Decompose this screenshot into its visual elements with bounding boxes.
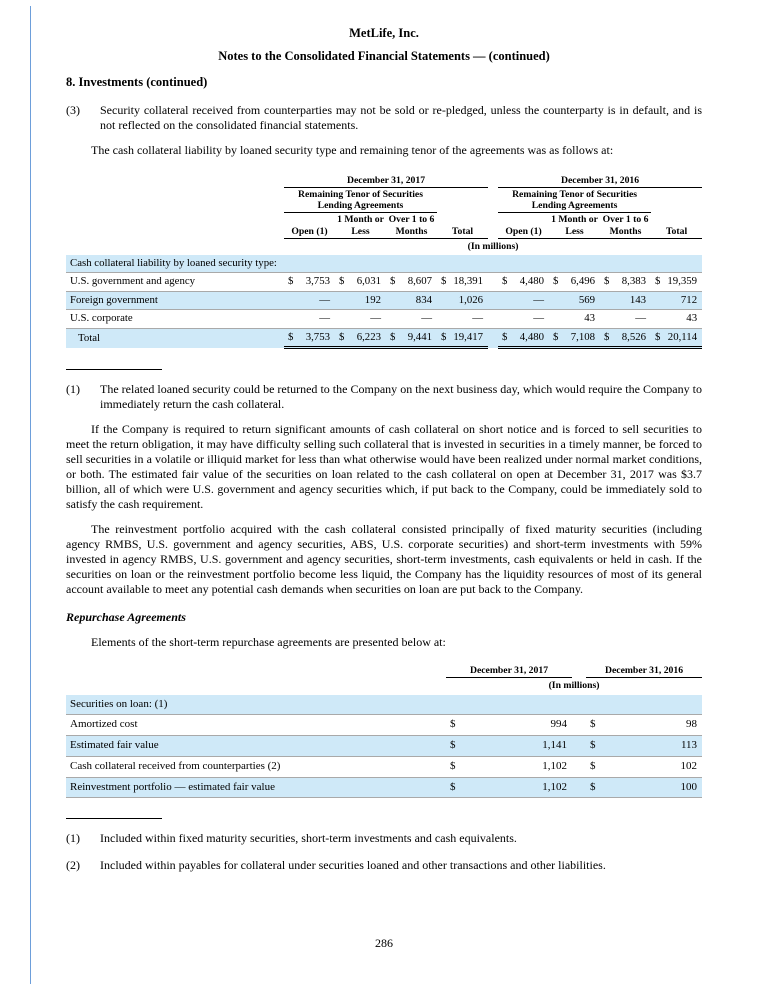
currency-symbol: $ (339, 330, 345, 343)
cell-value: 9,441 (407, 330, 432, 343)
row-label: Reinvestment portfolio — estimated fair value (66, 777, 446, 798)
year-header-row (66, 664, 702, 678)
cell-value: — (319, 312, 330, 325)
row-label: U.S. corporate (66, 310, 284, 328)
column-header-open: Open (1) (284, 213, 335, 238)
cell-value: 1,141 (462, 736, 572, 757)
footnote-text: Included within payables for collateral under securities loaned and other transactions and other liabilities. (100, 858, 606, 873)
row-label: Cash collateral received from counterparties (2) (66, 756, 446, 777)
cell-value: 18,391 (453, 275, 484, 288)
cell-value: 1,026 (458, 293, 484, 306)
section-label: Securities on loan: (1) (66, 695, 702, 715)
money-cell (549, 291, 600, 309)
money-cell (549, 273, 600, 291)
year-2016-header: December 31, 2016 (498, 174, 702, 188)
column-header-open: Open (1) (498, 213, 549, 238)
cell-value: 192 (364, 293, 381, 306)
empty-header (66, 238, 284, 255)
footnote-rule (66, 818, 162, 819)
note-3 (66, 103, 702, 133)
currency-symbol: $ (441, 275, 447, 288)
money-cell (600, 291, 651, 309)
money-cell (437, 273, 488, 291)
tenor-header-2016: Remaining Tenor of Securities Lending Agreements (498, 188, 651, 213)
column-header-row (66, 213, 702, 238)
currency-symbol: $ (441, 330, 447, 343)
money-cell (600, 328, 651, 347)
column-gap (488, 310, 498, 328)
cell-value: 6,223 (356, 330, 381, 343)
column-header-total: Total (651, 213, 702, 238)
tenor-header-2017: Remaining Tenor of Securities Lending Agreements (284, 188, 437, 213)
table-row (66, 273, 702, 291)
row-label: Total (78, 331, 101, 344)
footnote-marker: (1) (66, 382, 80, 397)
row-label: Amortized cost (66, 715, 446, 736)
currency-symbol: $ (390, 330, 396, 343)
money-cell (498, 291, 549, 309)
company-title: MetLife, Inc. (349, 26, 419, 40)
footnote-text: The related loaned security could be returned to the Company on the next business day, which would require the Company to immediately return the cash collateral. (100, 382, 702, 412)
money-cell (335, 328, 386, 347)
money-cell (437, 310, 488, 328)
year-2016-header: December 31, 2016 (586, 664, 702, 678)
cell-value: — (472, 312, 484, 325)
column-gap (572, 777, 586, 798)
currency-symbol: $ (586, 736, 602, 757)
cell-value: 7,108 (570, 330, 596, 343)
currency-symbol: $ (502, 275, 508, 288)
cell-value: — (370, 312, 381, 325)
money-cell (335, 291, 386, 309)
cell-value: 4,480 (519, 330, 545, 343)
table-row (66, 715, 702, 736)
cell-value: 98 (602, 715, 702, 736)
currency-symbol: $ (288, 330, 294, 343)
column-gap (572, 756, 586, 777)
footnote-marker: (2) (66, 858, 80, 873)
units-label: (In millions) (548, 680, 600, 692)
money-cell (498, 328, 549, 347)
table-row (66, 736, 702, 757)
cell-value: 1,102 (462, 756, 572, 777)
column-gap (488, 188, 498, 213)
cell-value: 143 (629, 293, 647, 306)
money-cell (284, 328, 335, 347)
column-header-total: Total (437, 213, 488, 238)
empty-header (651, 188, 702, 213)
units-row (66, 678, 702, 695)
currency-symbol: $ (288, 275, 294, 288)
empty-header (66, 213, 284, 238)
money-cell (651, 328, 702, 347)
money-cell (651, 310, 702, 328)
cell-value: — (421, 312, 432, 325)
column-gap (488, 328, 498, 347)
money-cell (335, 273, 386, 291)
column-gap (572, 736, 586, 757)
units-row (66, 238, 702, 255)
money-cell (386, 310, 437, 328)
footnote-text: Included within fixed maturity securities, short-term investments and cash equivalents. (100, 831, 517, 846)
column-header-over: Over 1 to 6 Months (386, 213, 437, 238)
currency-symbol: $ (586, 756, 602, 777)
document-subtitle: Notes to the Consolidated Financial Statements — (continued) (218, 48, 550, 63)
cell-value: 8,607 (407, 275, 432, 288)
money-cell (651, 291, 702, 309)
repurchase-table (66, 664, 702, 798)
money-cell (284, 273, 335, 291)
money-cell (386, 291, 437, 309)
footnote-marker: (1) (66, 831, 80, 846)
cell-value: 20,114 (667, 330, 698, 343)
table-row (66, 291, 702, 309)
footnote-rule (66, 369, 162, 370)
cell-value: 43 (584, 312, 596, 325)
currency-symbol: $ (604, 275, 610, 288)
money-cell (437, 291, 488, 309)
empty-header (66, 174, 284, 188)
note-marker: (3) (66, 102, 80, 117)
section-heading: 8. Investments (continued) (66, 75, 208, 90)
column-gap (488, 174, 498, 188)
money-cell (600, 273, 651, 291)
section-label: Cash collateral liability by loaned security type: (66, 255, 702, 273)
cell-value: 6,031 (356, 275, 381, 288)
column-gap (488, 291, 498, 309)
units-label: (In millions) (467, 240, 519, 252)
year-2017-header: December 31, 2017 (284, 174, 488, 188)
cell-value: 1,102 (462, 777, 572, 798)
money-cell (386, 273, 437, 291)
cell-value: 834 (415, 293, 432, 306)
cell-value: 8,526 (621, 330, 647, 343)
paragraph-reinvestment: The reinvestment portfolio acquired with the cash collateral consisted principally of fixed maturity securities (including agency RMBS, U.S. government and agency securities, ABS, U.S. corporate securities) and short-term investments with 59% invested in agency RMBS, U.S. government and agency securities, short-term investments, cash equivalents or held in cash. If the securities on loan or the reinvestment portfolio become less liquid, the Company has the liquidity resources of most of its general account available to meet any potential cash demands when securities on loan are put back to the Company. (66, 522, 702, 597)
currency-symbol: $ (553, 330, 559, 343)
year-header-row (66, 174, 702, 188)
currency-symbol: $ (446, 736, 462, 757)
empty-header (437, 188, 488, 213)
column-gap (572, 664, 586, 678)
cell-value: — (533, 312, 545, 325)
column-header-1month: 1 Month or Less (335, 213, 386, 238)
table-row (66, 756, 702, 777)
currency-symbol: $ (390, 275, 396, 288)
tenor-header-row (66, 188, 702, 213)
note-text: Security collateral received from counterparties may not be sold or re-pledged, unless the counterparty is in default, and is not reflected on the consolidated financial statements. (100, 102, 702, 132)
currency-symbol: $ (586, 715, 602, 736)
table2-intro: Elements of the short-term repurchase agreements are presented below at: (91, 635, 446, 650)
cell-value: 113 (602, 736, 702, 757)
money-cell (600, 310, 651, 328)
column-gap (488, 213, 498, 238)
footnote-1 (66, 831, 702, 846)
empty-header (66, 188, 284, 213)
currency-symbol: $ (553, 275, 559, 288)
cell-value: — (319, 293, 330, 306)
cell-value: — (533, 293, 545, 306)
column-header-1month: 1 Month or Less (549, 213, 600, 238)
money-cell (651, 273, 702, 291)
row-label: Estimated fair value (66, 736, 446, 757)
cell-value: 994 (462, 715, 572, 736)
currency-symbol: $ (502, 330, 508, 343)
cell-value: 6,496 (570, 275, 596, 288)
total-row (66, 328, 702, 347)
currency-symbol: $ (446, 777, 462, 798)
money-cell (549, 310, 600, 328)
currency-symbol: $ (446, 715, 462, 736)
empty-header (66, 664, 446, 678)
cell-value: 569 (578, 293, 596, 306)
money-cell (498, 273, 549, 291)
table-row (66, 777, 702, 798)
paragraph-liquidity: If the Company is required to return significant amounts of cash collateral on short notice and is forced to sell securities to meet the return obligation, it may have difficulty selling such collateral that is invested in securities in a timely manner, be forced to sell securities in a volatile or illiquid market for less than what otherwise would have been realized under normal market conditions, or both. The estimated fair value of the securities on loan related to the cash collateral on open at December 31, 2017 was $3.7 billion, all of which were U.S. government and agency securities which, if put back to the Company, could be immediately sold to satisfy the cash requirement. (66, 422, 702, 512)
money-cell (549, 328, 600, 347)
cell-value: 100 (602, 777, 702, 798)
cell-value: 102 (602, 756, 702, 777)
row-label: Foreign government (66, 291, 284, 309)
money-cell (284, 291, 335, 309)
section-row (66, 695, 702, 715)
footnote-1 (66, 382, 702, 412)
currency-symbol: $ (655, 330, 661, 343)
column-header-over: Over 1 to 6 Months (600, 213, 651, 238)
page-edge-line (30, 6, 31, 984)
cell-value: 8,383 (621, 275, 647, 288)
cell-value: — (635, 312, 647, 325)
year-2017-header: December 31, 2017 (446, 664, 572, 678)
cell-value: 43 (686, 312, 698, 325)
currency-symbol: $ (586, 777, 602, 798)
money-cell (437, 328, 488, 347)
repurchase-agreements-heading: Repurchase Agreements (66, 610, 186, 625)
cell-value: 3,753 (305, 330, 330, 343)
section-row (66, 255, 702, 273)
page-number: 286 (375, 936, 393, 950)
cell-value: 712 (680, 293, 698, 306)
row-label: U.S. government and agency (66, 273, 284, 291)
currency-symbol: $ (446, 756, 462, 777)
empty-header (66, 678, 446, 695)
money-cell (498, 310, 549, 328)
footnote-2 (66, 858, 702, 873)
cell-value: 3,753 (305, 275, 330, 288)
money-cell (335, 310, 386, 328)
column-gap (488, 273, 498, 291)
currency-symbol: $ (655, 275, 661, 288)
cell-value: 19,359 (667, 275, 698, 288)
currency-symbol: $ (604, 330, 610, 343)
cell-value: 19,417 (453, 330, 484, 343)
cash-collateral-table (66, 174, 702, 349)
table-row (66, 310, 702, 328)
column-gap (572, 715, 586, 736)
cell-value: 4,480 (519, 275, 545, 288)
table1-intro: The cash collateral liability by loaned security type and remaining tenor of the agreements was as follows at: (91, 142, 614, 157)
currency-symbol: $ (339, 275, 345, 288)
money-cell (386, 328, 437, 347)
money-cell (284, 310, 335, 328)
